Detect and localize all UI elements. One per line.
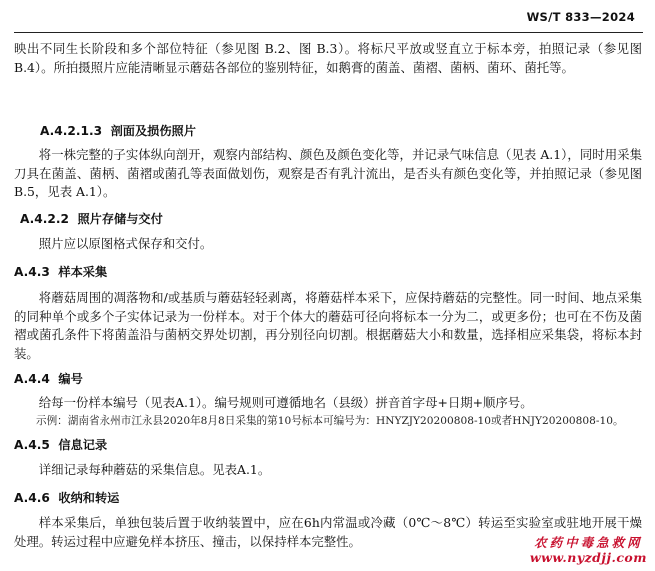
heading-title: 剖面及损伤照片 [110, 124, 196, 138]
heading-a44 [14, 370, 642, 387]
paragraph-a4213 [14, 146, 642, 202]
heading-number: A.4.3 [14, 265, 50, 279]
paragraph-text: 详细记录每种蘑菇的采集信息。见表A.1。 [38, 462, 271, 477]
header-rule [14, 32, 643, 33]
site-watermark [530, 535, 647, 565]
heading-a45 [14, 436, 642, 453]
paragraph-text: 将蘑菇周围的凋落物和/或基质与蘑菇轻轻剥离，将蘑菇样本采下，应保持蘑菇的完整性。同一时间、地点采集的同种单个或多个子实体记录为一份样本。对于个体大的蘑菇可径向将标本一分为二，或更多份；也可在不伤及菌褶或菌孔条件下将菌盖沿与菌柄交界处切割，再分别径向切割。根据蘑菇大小和数量，选择相应采集袋，将标本封装。 [14, 290, 642, 361]
heading-number: A.4.4 [14, 372, 50, 386]
watermark-name: 农药中毒急救网 [534, 535, 643, 550]
watermark-url: www.nyzdjj.com [529, 550, 647, 565]
heading-number: A.4.2.1.3 [40, 124, 103, 138]
heading-title: 照片存储与交付 [77, 212, 163, 226]
paragraph-a44 [14, 394, 642, 429]
paragraph-text: 将一株完整的子实体纵向剖开，观察内部结构、颜色及颜色变化等，并记录气味信息（见表 A.1），同时用采集刀具在菌盖、菌柄、菌褶或菌孔等表面做划伤，观察是否有乳汁流出，是否头有颜色变化等，并拍照记录（参见图 B.5，见表 A.1）。 [14, 147, 642, 199]
heading-a422 [20, 210, 648, 227]
heading-title: 编号 [58, 372, 83, 386]
example-text: 示例：湖南省永州市江永县2020年8月8日采集的第10号标本可编号为：HNYZJY20200808-10或者HNJY20200808-10。 [36, 414, 624, 427]
heading-number: A.4.5 [14, 438, 50, 452]
paragraph-text: 映出不同生长阶段和多个部位特征（参见图 B.2、图 B.3）。将标尺平放或竖直立于标本旁，拍照记录（参见图 B.4）。所拍摄照片应能清晰显示蘑菇各部位的鉴别特征，如鹅膏的菌盖、菌褶、菌柄、菌环、菌托等。 [14, 41, 642, 75]
paragraph-text: 给每一份样本编号（见表A.1）。编号规则可遵循地名（县级）拼音首字母+日期+顺序号。 [38, 395, 533, 410]
heading-a4213 [40, 122, 655, 139]
paragraph-text: 照片应以原图格式保存和交付。 [38, 236, 213, 251]
paragraph-a43 [14, 289, 642, 363]
paragraph-text: 样本采集后，单独包装后置于收纳装置中，应在6h内常温或冷藏（0℃～8℃）转运至实验室或驻地开展干燥处理。转运过程中应避免样本挤压、撞击，以保持样本完整性。 [14, 515, 642, 549]
heading-a46 [14, 489, 642, 506]
heading-title: 收纳和转运 [58, 491, 120, 505]
paragraph-continuation [14, 40, 642, 77]
standard-code: WS/T 833—2024 [526, 10, 635, 24]
heading-title: 信息记录 [58, 438, 108, 452]
heading-number: A.4.2.2 [20, 212, 69, 226]
paragraph-a45 [14, 461, 642, 480]
heading-number: A.4.6 [14, 491, 50, 505]
paragraph-a422 [14, 235, 642, 254]
heading-title: 样本采集 [58, 265, 108, 279]
heading-a43 [14, 263, 642, 280]
